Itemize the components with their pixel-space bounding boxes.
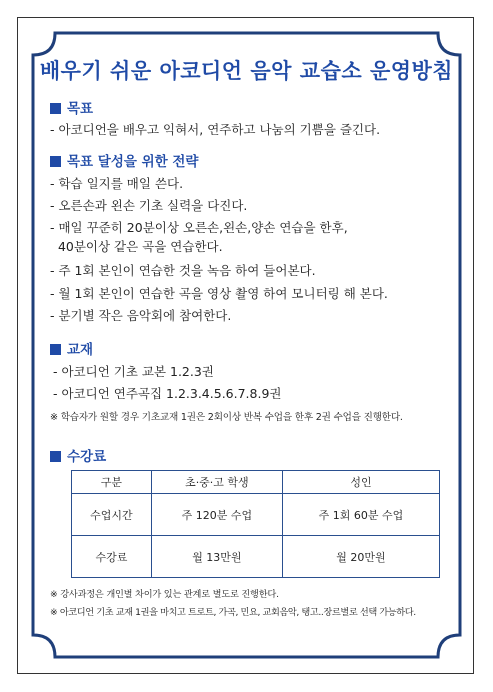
table-cell: 수업시간 xyxy=(72,494,152,536)
fee-table xyxy=(71,470,440,578)
square-bullet-icon xyxy=(50,344,61,355)
table-cell: 주 1회 60분 수업 xyxy=(282,494,439,536)
table-cell: 월 20만원 xyxy=(282,536,439,578)
table-cell: 주 120분 수업 xyxy=(151,494,282,536)
strategy-item: - 학습 일지를 매일 쓴다. xyxy=(50,176,184,191)
strategy-item: - 분기별 작은 음악회에 참여한다. xyxy=(50,308,232,323)
goal-text: - 아코디언을 배우고 익혀서, 연주하고 나눔의 기쁨을 즐긴다. xyxy=(50,122,381,137)
materials-item: - 아코디언 기초 교본 1.2.3권 xyxy=(53,364,214,379)
strategy-item: - 매일 꾸준히 20분이상 오른손,왼손,양손 연습을 한후, xyxy=(50,220,348,235)
materials-heading xyxy=(50,338,93,358)
materials-heading-label: 교재 xyxy=(67,342,94,358)
goal-heading-label: 목표 xyxy=(67,101,94,117)
table-header-row xyxy=(72,471,440,494)
goal-heading xyxy=(50,97,93,117)
strategy-item: 40분이상 같은 곡을 연습한다. xyxy=(50,239,223,254)
table-cell: 월 13만원 xyxy=(151,536,282,578)
materials-item: - 아코디언 연주곡집 1.2.3.4.5.6.7.8.9권 xyxy=(53,386,282,401)
page-title: 배우기 쉬운 아코디언 음악 교습소 운영방침 xyxy=(39,59,454,83)
fees-heading-label: 수강료 xyxy=(67,449,107,465)
materials-note: ※ 학습자가 원할 경우 기초교재 1권은 2회이상 반복 수업을 한후 2권 수업을 진행한다. xyxy=(50,412,403,423)
strategy-item: - 주 1회 본인이 연습한 것을 녹음 하여 들어본다. xyxy=(50,263,316,278)
fees-note: ※ 아코디언 기초 교재 1권을 마치고 트로트, 가곡, 민요, 교회음악, 탱고..장르별로 선택 가능하다. xyxy=(50,607,416,618)
table-cell: 수강료 xyxy=(72,536,152,578)
table-header-cell: 구분 xyxy=(72,471,152,494)
table-row xyxy=(72,494,440,536)
strategy-item: - 월 1회 본인이 연습한 곡을 영상 촬영 하여 모니터링 해 본다. xyxy=(50,286,388,301)
fees-heading xyxy=(50,445,106,465)
strategy-heading xyxy=(50,150,198,170)
table-header-cell: 초·중·고 학생 xyxy=(151,471,282,494)
table-row xyxy=(72,536,440,578)
square-bullet-icon xyxy=(50,451,61,462)
square-bullet-icon xyxy=(50,156,61,167)
strategy-item: - 오른손과 왼손 기초 실력을 다진다. xyxy=(50,198,248,213)
table-header-cell: 성인 xyxy=(282,471,439,494)
fees-note: ※ 강사과정은 개인별 차이가 있는 관계로 별도로 진행한다. xyxy=(50,589,279,600)
square-bullet-icon xyxy=(50,103,61,114)
strategy-heading-label: 목표 달성을 위한 전략 xyxy=(67,154,199,170)
